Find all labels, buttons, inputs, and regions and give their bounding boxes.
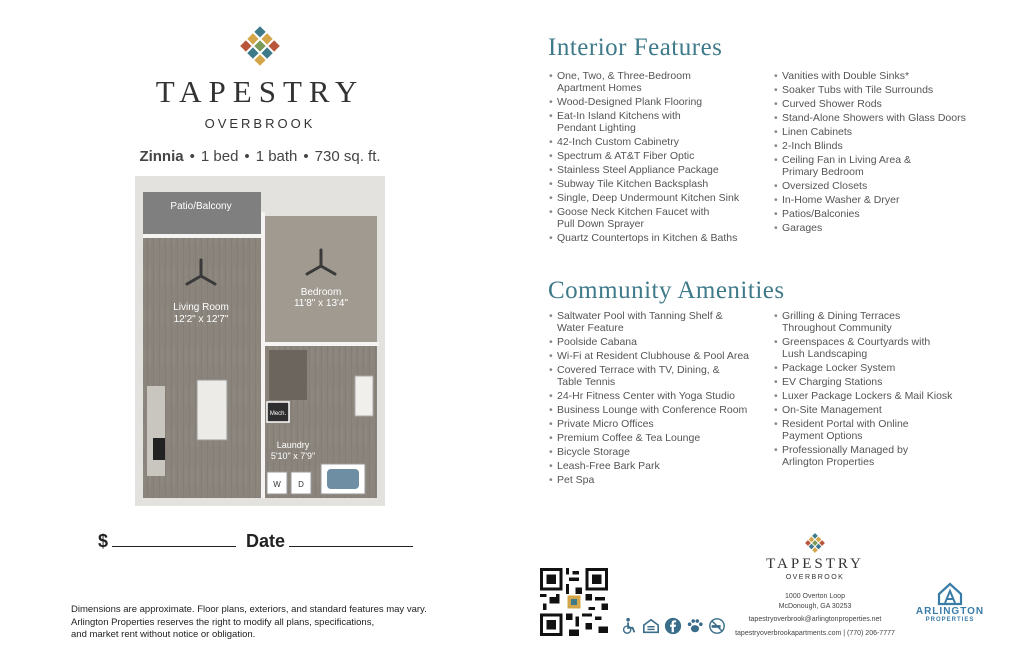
- website-phone[interactable]: tapestryoverbrookapartments.com | (770) 206-7777: [735, 629, 895, 637]
- list-item: • Goose Neck Kitchen Faucet with Pull Down Sprayer: [549, 206, 769, 230]
- list-item: • Subway Tile Kitchen Backsplash: [549, 178, 769, 190]
- unit-summary: Zinnia • 1 bed • 1 bath • 730 sq. ft.: [139, 148, 381, 165]
- unit-size: 730 sq. ft.: [314, 148, 381, 165]
- disclaimer: Dimensions are approximate. Floor plans, exteriors, and standard features may vary. Arlington Properties reserves the right to modify all plans, specifications, and market rent without notice or obligation.: [71, 604, 427, 640]
- living-room-label: Living Room: [173, 302, 229, 313]
- equal-housing-icon: [642, 617, 660, 635]
- facebook-icon[interactable]: [664, 617, 682, 635]
- contact-info: [735, 592, 895, 638]
- list-item: • Premium Coffee & Tea Lounge: [549, 432, 769, 444]
- email-link[interactable]: tapestryoverbrook@arlingtonproperties.net: [748, 616, 882, 623]
- list-item: • Stand-Alone Showers with Glass Doors: [774, 112, 989, 124]
- interior-features-list-1: [549, 70, 769, 246]
- list-item: • Resident Portal with Online Payment Options: [774, 418, 989, 442]
- arlington-logo: [910, 582, 990, 623]
- list-item: • 42-Inch Custom Cabinetry: [549, 136, 769, 148]
- list-item: • EV Charging Stations: [774, 376, 989, 388]
- list-item: • Leash-Free Bark Park: [549, 460, 769, 472]
- accessibility-icon: [620, 617, 638, 635]
- list-item: • Wood-Designed Plank Flooring: [549, 96, 769, 108]
- interior-features-title: Interior Features: [548, 34, 723, 61]
- list-item: • Grilling & Dining Terraces Throughout Community: [774, 310, 989, 334]
- list-item: • Curved Shower Rods: [774, 98, 989, 110]
- arlington-subtitle: PROPERTIES: [925, 617, 975, 623]
- price-date-line: [98, 531, 423, 552]
- tapestry-logo-icon: [238, 24, 282, 68]
- community-amenities-title: Community Amenities: [548, 277, 785, 304]
- arlington-a-icon: [937, 582, 963, 606]
- qr-code-icon[interactable]: [540, 568, 608, 636]
- patio-area: [143, 192, 261, 234]
- list-item: • Package Locker System: [774, 362, 989, 374]
- address-line-1: 1000 Overton Loop: [785, 593, 845, 600]
- list-item: • Luxer Package Lockers & Mail Kiosk: [774, 390, 989, 402]
- list-item: • 24-Hr Fitness Center with Yoga Studio: [549, 390, 769, 402]
- unit-baths: 1 bath: [255, 148, 298, 165]
- mech-label: Mech.: [269, 411, 287, 417]
- list-item: • Vanities with Double Sinks*: [774, 70, 989, 82]
- unit-name: Zinnia: [139, 148, 184, 165]
- list-item: • 2-Inch Blinds: [774, 140, 989, 152]
- footer-brand-name: TAPESTRY: [766, 556, 864, 572]
- list-item: • Professionally Managed by Arlington Properties: [774, 444, 989, 468]
- unit-beds: 1 bed: [200, 148, 239, 165]
- list-item: • Bicycle Storage: [549, 446, 769, 458]
- list-item: • Eat-In Island Kitchens with Pendant Lighting: [549, 110, 769, 134]
- list-item: • Garages: [774, 222, 989, 234]
- community-amenities-list-2: [774, 310, 989, 470]
- list-item: • Saltwater Pool with Tanning Shelf & Water Feature: [549, 310, 769, 334]
- list-item: • Greenspaces & Courtyards with Lush Landscaping: [774, 336, 989, 360]
- arlington-name: ARLINGTON: [915, 606, 985, 617]
- list-item: • Spectrum & AT&T Fiber Optic: [549, 150, 769, 162]
- footer-logo: [740, 532, 890, 581]
- pet-paw-icon: [686, 617, 704, 635]
- date-blank[interactable]: [289, 532, 413, 547]
- floor-plan: [135, 176, 385, 506]
- living-room-dimensions: 12'2" x 12'7": [173, 314, 229, 325]
- laundry-label: Laundry: [276, 440, 310, 450]
- list-item: • Stainless Steel Appliance Package: [549, 164, 769, 176]
- list-item: • In-Home Washer & Dryer: [774, 194, 989, 206]
- list-item: • Patios/Balconies: [774, 208, 989, 220]
- bedroom-label: Bedroom: [300, 287, 342, 298]
- price-symbol: $: [98, 531, 109, 551]
- bedroom-floor: [265, 216, 377, 342]
- list-item: • Business Lounge with Conference Room: [549, 404, 769, 416]
- bedroom-dimensions: 11'8" x 13'4": [293, 298, 349, 309]
- list-item: • On-Site Management: [774, 404, 989, 416]
- list-item: • One, Two, & Three-Bedroom Apartment Homes: [549, 70, 769, 94]
- list-item: • Single, Deep Undermount Kitchen Sink: [549, 192, 769, 204]
- list-item: • Poolside Cabana: [549, 336, 769, 348]
- list-item: • Soaker Tubs with Tile Surrounds: [774, 84, 989, 96]
- community-amenities-list-1: [549, 310, 769, 488]
- list-item: • Wi-Fi at Resident Clubhouse & Pool Area: [549, 350, 769, 362]
- footer-brand-subtitle: OVERBROOK: [785, 574, 845, 581]
- laundry-dimensions: 5'10" x 7'9": [270, 451, 316, 461]
- no-smoking-icon: [708, 617, 726, 635]
- patio-label: Patio/Balcony: [170, 201, 232, 212]
- date-label: Date: [246, 531, 286, 551]
- washer-label: W: [273, 480, 281, 489]
- footer-icons: [620, 616, 726, 636]
- tapestry-logo-small-icon: [804, 532, 826, 554]
- list-item: • Covered Terrace with TV, Dining, & Table Tennis: [549, 364, 769, 388]
- kitchen-island: [197, 380, 227, 440]
- address-line-2: McDonough, GA 30253: [778, 602, 852, 610]
- price-blank[interactable]: [112, 532, 236, 547]
- list-item: • Private Micro Offices: [549, 418, 769, 430]
- brand-subtitle: OVERBROOK: [204, 116, 316, 131]
- list-item: • Pet Spa: [549, 474, 769, 486]
- dryer-label: D: [298, 480, 304, 489]
- list-item: • Quartz Countertops in Kitchen & Baths: [549, 232, 769, 244]
- list-item: • Ceiling Fan in Living Area & Primary Bedroom: [774, 154, 989, 178]
- brand-name: TAPESTRY: [155, 74, 365, 109]
- list-item: • Linen Cabinets: [774, 126, 989, 138]
- list-item: • Oversized Closets: [774, 180, 989, 192]
- interior-features-list-2: [774, 70, 989, 236]
